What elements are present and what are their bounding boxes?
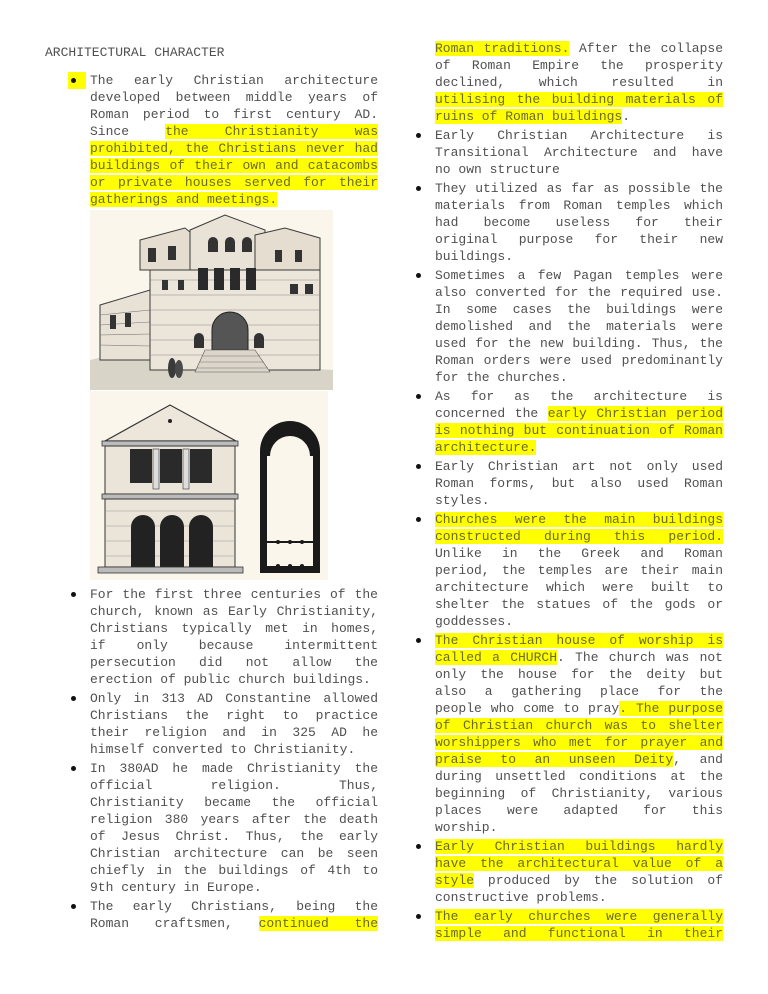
- highlighted-text: early Christian period is nothing but continuation of Roman architecture.: [435, 406, 723, 455]
- list-item: [415, 908, 723, 942]
- bullet-icon: [415, 180, 435, 197]
- bullet-icon: [415, 388, 435, 405]
- item-text: produced by the solution of constructive problems.: [435, 873, 723, 905]
- highlighted-text: utilising the building materials of ruins of Roman buildings: [435, 92, 723, 124]
- bullet-icon: [70, 898, 90, 915]
- continued-paragraph: [415, 40, 723, 125]
- figure-group: [70, 210, 378, 580]
- item-text: Early Christian art not only used Roman forms, but also used Roman styles.: [435, 459, 723, 508]
- list-item: [70, 690, 378, 758]
- item-text: For the first three centuries of the church, known as Early Christianity, Christians typically met in homes, if only because intermittent persecution did not allow the erection of public church buildings.: [90, 587, 378, 687]
- list-item: [70, 72, 378, 208]
- item-text: Early Christian Architecture is Transitional Architecture and have no own structure: [435, 128, 723, 177]
- item-text: They utilized as far as possible the materials from Roman temples which had become useless for their original purpose for their new buildings.: [435, 181, 723, 264]
- list-item: [415, 267, 723, 386]
- list-item: [415, 388, 723, 456]
- bullet-icon: [415, 458, 435, 475]
- highlighted-text: Roman traditions.: [435, 41, 570, 56]
- item-text: The early Christian architecture developed between middle years of Roman period to first century AD. Since: [90, 73, 378, 139]
- list-item: [415, 458, 723, 509]
- highlighted-text: Early Christian buildings hardly have the architectural value of a style: [435, 839, 723, 888]
- highlighted-text: Churches were the main buildings constructed during this period.: [435, 512, 723, 544]
- item-text: As for as the architecture is concerned the: [435, 389, 723, 421]
- item-text: In 380AD he made Christianity the official religion. Thus, Christianity became the official religion 380 years after the death of Jesus Christ. Thus, the early Christian architecture can be seen chiefly in the buildings of 4th to 9th century in Europe.: [90, 761, 378, 895]
- item-text: .: [622, 109, 631, 124]
- bullet-icon: [415, 511, 435, 528]
- item-text: , and during unsettled conditions at the beginning of Christianity, various places were adapted for this worship.: [435, 752, 723, 835]
- highlighted-text: . The purpose of Christian church was to shelter worshippers who met for prayer and praise to an unseen Deity: [435, 701, 723, 767]
- highlighted-text: The early churches were generally simple and functional in their: [435, 909, 723, 941]
- highlighted-text: The Christian house of worship is called a CHURCH: [435, 633, 723, 665]
- bullet-icon: [70, 760, 90, 777]
- list-item: [415, 180, 723, 265]
- bullet-icon: [70, 690, 90, 707]
- church-elevation-and-plan-illustration: [90, 391, 328, 580]
- bullet-icon: [415, 267, 435, 284]
- list-item: [415, 838, 723, 906]
- right-column: [415, 40, 723, 944]
- list-item: [415, 511, 723, 630]
- highlighted-text: continued the: [258, 916, 378, 931]
- bullet-icon: [68, 72, 86, 89]
- item-text: Only in 313 AD Constantine allowed Christians the right to practice their religion and in 325 AD he himself converted to Christianity.: [90, 691, 378, 757]
- list-item: [70, 586, 378, 688]
- item-text: Unlike in the Greek and Roman period, the temples are their main architecture which were built to shelter the statues of the gods or goddesses.: [435, 546, 723, 629]
- list-item: [415, 127, 723, 178]
- item-text: After the collapse of Roman Empire the prosperity declined, which resulted in: [435, 41, 724, 90]
- item-text: The early Christians, being the Roman craftsmen,: [90, 899, 378, 931]
- church-elevation-icon: [90, 391, 328, 580]
- list-item: [415, 632, 723, 836]
- list-item: [70, 898, 378, 932]
- item-text: Sometimes a few Pagan temples were also converted for the required use. In some cases the buildings were demolished and the materials were used for the new building. Thus, the Roman orders were used predominantly for the churches.: [435, 268, 723, 385]
- church-building-icon: [90, 210, 333, 390]
- bullet-icon: [415, 127, 435, 144]
- highlighted-text: the Christianity was prohibited, the Christians never had buildings of their own and catacombs or private houses served for their gatherings and meetings.: [90, 124, 378, 207]
- church-perspective-illustration: [90, 210, 333, 390]
- bullet-icon: [415, 632, 435, 649]
- bullet-icon: [70, 586, 90, 603]
- bullet-icon: [415, 908, 435, 925]
- list-item: [70, 760, 378, 896]
- bullet-icon: [415, 838, 435, 855]
- page-heading: ARCHITECTURAL CHARACTER: [45, 45, 225, 60]
- left-column: [70, 72, 378, 934]
- item-text: . The church was not only the house for the deity but also a gathering place for the people who come to pray: [435, 650, 723, 716]
